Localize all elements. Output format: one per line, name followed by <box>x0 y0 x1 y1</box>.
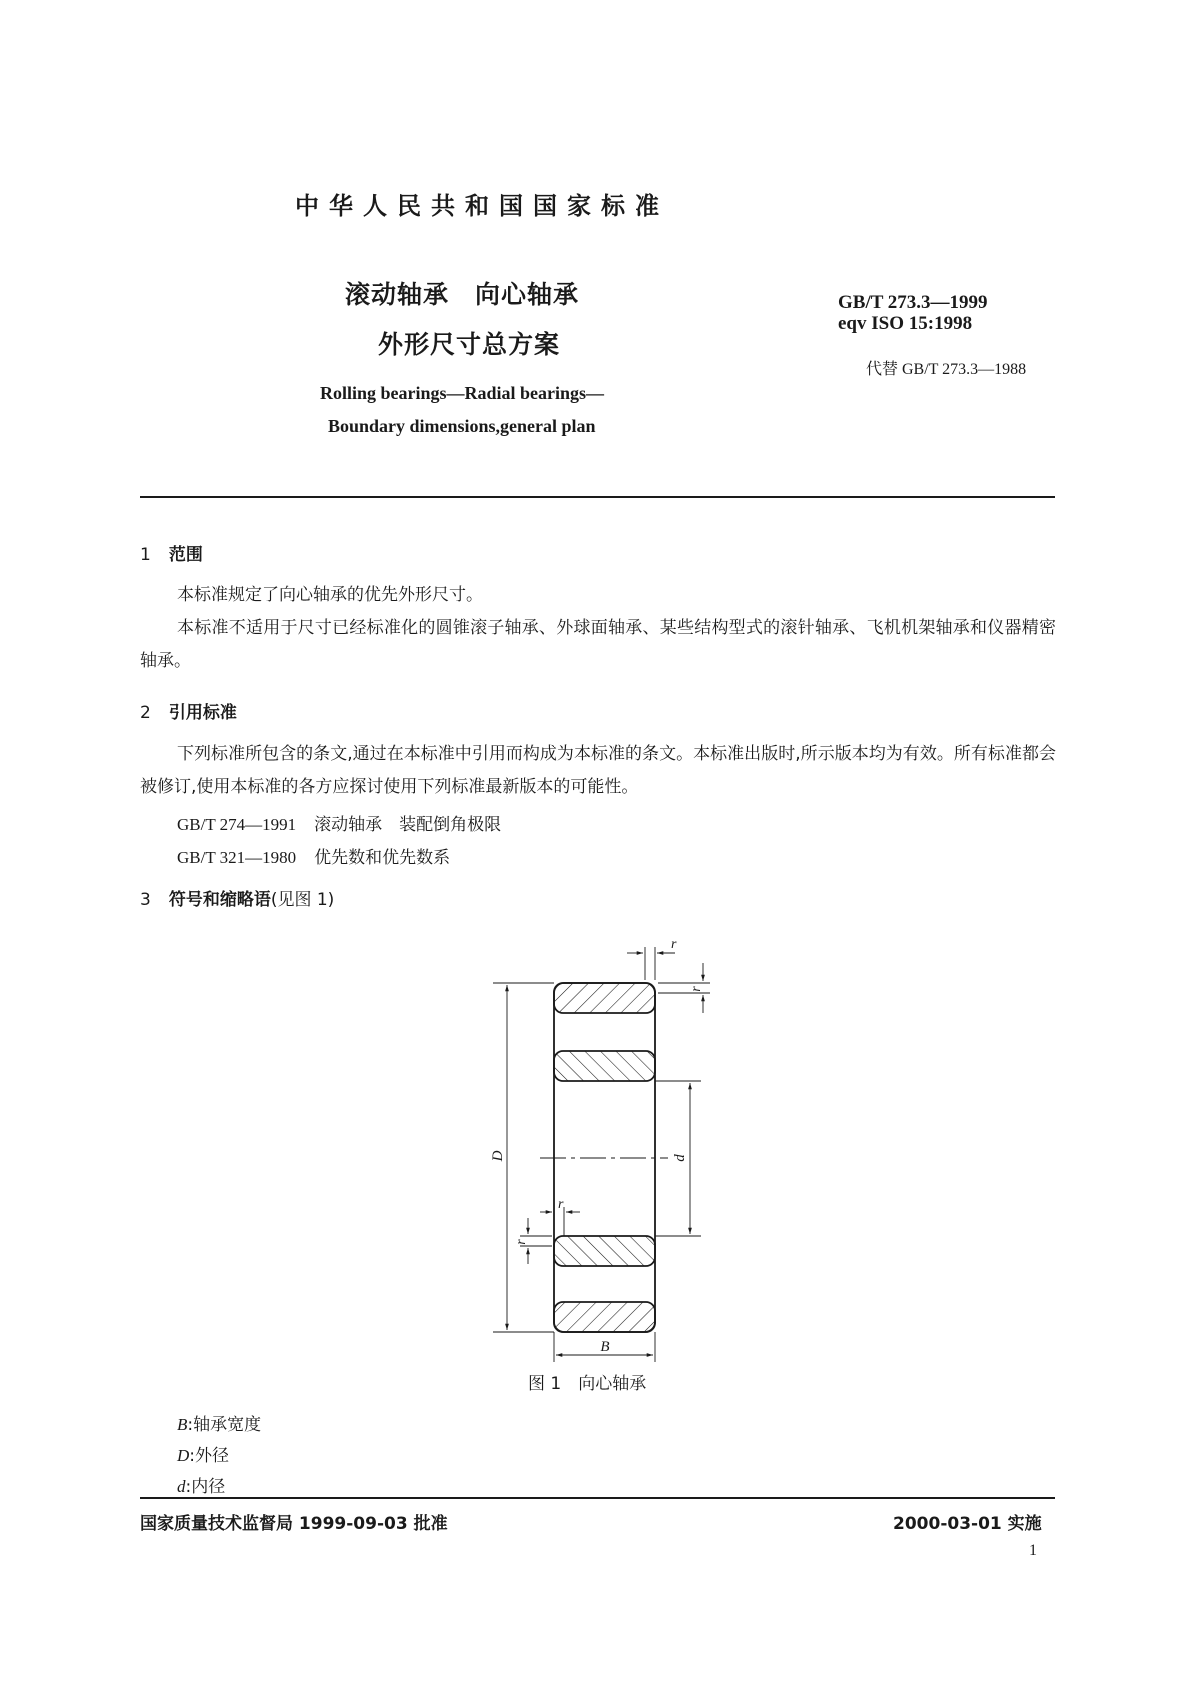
legend-meaning: :内径 <box>185 1477 226 1497</box>
legend-item <box>177 1472 225 1497</box>
inner-ring-top <box>554 1051 655 1081</box>
effective-date: 2000-03-01 实施 <box>893 1514 1042 1534</box>
chamfer-label-r: r <box>558 1197 564 1212</box>
reference-title: 滚动轴承 装配倒角极限 <box>314 815 502 835</box>
figure-caption: 图 1 向心轴承 <box>528 1374 647 1394</box>
approval-line: 国家质量技术监督局 1999-09-03 批准 <box>140 1514 448 1534</box>
title-chinese-line-1: 滚动轴承 向心轴承 <box>345 280 580 309</box>
reference-code: GB/T 274—1991 <box>177 815 297 834</box>
outer-ring-bottom <box>554 1302 655 1332</box>
section-title: 符号和缩略语 <box>168 890 271 910</box>
legend-item <box>177 1441 229 1466</box>
chamfer-dimension-top-horizontal <box>627 947 675 980</box>
outer-contour <box>554 983 655 1332</box>
legend-symbol: d <box>177 1477 186 1496</box>
page-number: 1 <box>1029 1542 1037 1559</box>
section-title: 引用标准 <box>168 703 237 723</box>
title-chinese-line-2: 外形尺寸总方案 <box>378 330 561 359</box>
section-number: 3 <box>140 890 151 910</box>
national-standard-title: 中华人民共和国国家标准 <box>295 192 669 220</box>
legend-item <box>177 1410 261 1435</box>
section-number: 2 <box>140 703 151 723</box>
standard-number: GB/T 273.3—1999 <box>838 292 988 313</box>
chamfer-label-r: r <box>514 1239 529 1245</box>
section-title: 范围 <box>168 545 203 565</box>
dimension-label-B: B <box>600 1339 610 1355</box>
standard-equivalence: eqv ISO 15:1998 <box>838 313 973 334</box>
title-english-line-1: Rolling bearings—Radial bearings— <box>320 383 605 403</box>
inner-ring-bottom <box>554 1236 655 1266</box>
dimension-label-D: D <box>490 1150 506 1162</box>
footer-divider <box>140 1497 1055 1499</box>
legend-meaning: :外径 <box>189 1446 230 1466</box>
chamfer-label-r: r <box>671 937 677 952</box>
section-number: 1 <box>140 545 151 565</box>
reference-title: 优先数和优先数系 <box>314 848 451 868</box>
outer-ring-top <box>554 983 655 1013</box>
standard-replaces: 代替 GB/T 273.3—1988 <box>866 361 1027 378</box>
legend-symbol: D <box>177 1446 190 1465</box>
reference-code: GB/T 321—1980 <box>177 848 297 867</box>
dimension-label-d: d <box>672 1154 688 1162</box>
paragraph: 本标准规定了向心轴承的优先外形尺寸。 <box>177 585 483 605</box>
paragraph: 本标准不适用于尺寸已经标准化的圆锥滚子轴承、外球面轴承、某些结构型式的滚针轴承、飞机机架轴承和仪器精密轴承。 <box>140 618 1056 671</box>
paragraph: 下列标准所包含的条文,通过在本标准中引用而构成为本标准的条文。本标准出版时,所示版本均为有效。所有标准都会被修订,使用本标准的各方应探讨使用下列标准最新版本的可能性。 <box>140 744 1056 797</box>
title-english-line-2: Boundary dimensions,general plan <box>328 416 596 436</box>
chamfer-label-r: r <box>689 986 704 992</box>
section-title-suffix: (见图 1) <box>270 890 335 910</box>
legend-symbol: B <box>177 1415 188 1434</box>
legend-meaning: :轴承宽度 <box>187 1415 262 1435</box>
